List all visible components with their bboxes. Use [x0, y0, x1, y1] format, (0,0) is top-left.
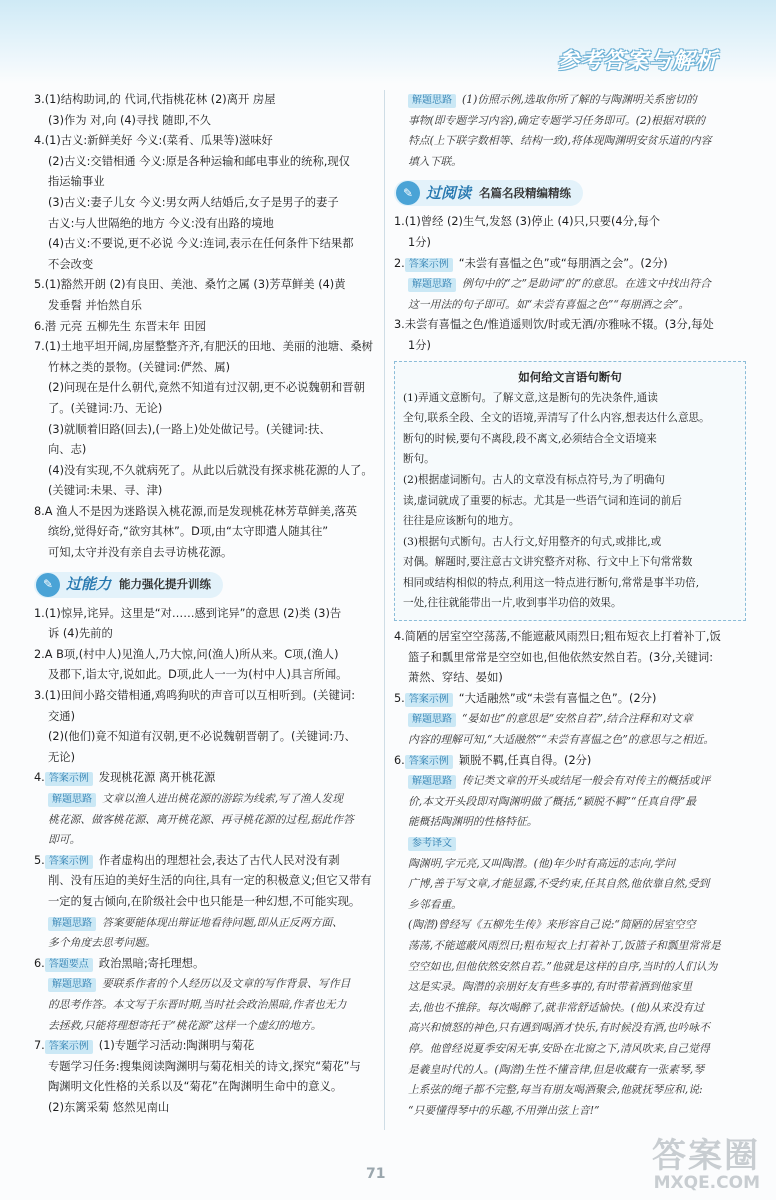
explanation-line: (陶潜)曾经写《五柳先生传》来形容自己说:“简陋的居室空空: [408, 918, 696, 932]
text-line-indented: (4)没有实现,不久就病死了。从此以后就没有探求桃花源的人了。: [48, 463, 373, 477]
text-line-indented: 诉 (4)先前的: [48, 627, 113, 641]
answer-tag: 解题思路: [48, 917, 96, 931]
explanation-line: 能概括陶渊明的性格特征。: [408, 815, 538, 829]
tagged-text: 例句中的“之”是助词“的”的意思。在选文中找出符合: [462, 277, 711, 291]
tagged-line: [34, 768, 374, 789]
text-line-indented: 发垂髫 并怡然自乐: [48, 298, 142, 312]
watermark-text: 答案圈: [652, 1136, 760, 1176]
explanation-line: 停。他曾经说夏季安闲无事,安卧在北窗之下,清风吹来,自己觉得: [408, 1041, 710, 1055]
answer-tag: 答案示例: [405, 755, 453, 769]
answer-tag: 解题思路: [48, 978, 96, 992]
tip-box-line: (1)弄通文意断句。了解文意,这是断句的先决条件,通读: [403, 391, 658, 404]
tip-box-line: 断句。: [403, 453, 435, 466]
tagged-line: [394, 254, 746, 275]
answer-tag: 答题要点: [45, 958, 93, 972]
pencil-icon: ✎: [36, 573, 60, 597]
explanation-line: 事物(即专题学习内容),确定专题学习任务即可。(2)根据对联的: [408, 113, 706, 127]
answer-tag: 答案示例: [45, 1040, 93, 1054]
text-line-indented: 古义:与人世隔绝的地方 今义:没有出路的境地: [48, 216, 274, 230]
text-line-indented: (2)古义:交错相通 今义:原是各种运输和邮电事业的统称,现仅: [48, 154, 350, 168]
text-line-indented: 萧然、穿结、晏如): [408, 671, 503, 685]
text-line: 6.潜 元亮 五柳先生 东晋末年 田园: [34, 319, 207, 333]
tagged-text: 文章以渔人进出桃花源的游踪为线索,写了渔人发现: [102, 792, 343, 805]
tip-box-line: 相同或结构相似的特点,利用这一特点进行断句,常常是事半功倍,: [403, 576, 700, 589]
text-line-indented: (2)问现在是什么朝代,竟然不知道有过汉朝,更不必说魏朝和晋朝: [48, 381, 365, 395]
question-number: 5.: [394, 691, 405, 705]
tip-box-line: (3)根据句式断句。古人行文,好用整齐的句式,或排比,或: [403, 535, 662, 548]
text-line-indented: 陶渊明文化性格的关系以及“菊花”在陶渊明生命中的意义。: [48, 1080, 343, 1094]
text-line-indented: (2)东篱采菊 悠然见南山: [48, 1100, 170, 1114]
text-line-indented: (3)作为 对,向 (4)寻找 随即,不久: [48, 113, 211, 127]
explanation-line: 桃花源、做客桃花源、离开桃花源、再寻桃花源的过程,据此作答: [48, 812, 354, 826]
section-title: 过能力: [66, 575, 112, 594]
text-line-indented: 不会改变: [48, 257, 94, 271]
section-badge: [394, 180, 583, 206]
pencil-icon: ✎: [396, 181, 420, 205]
text-line-indented: 1分): [408, 338, 431, 352]
answer-tag: 解题思路: [408, 775, 456, 789]
watermark-url: MXQE.COM: [653, 1173, 760, 1193]
question-number: 2.: [394, 256, 405, 270]
text-line-indented: 可知,太守并没有亲自去寻访桃花源。: [48, 546, 233, 560]
explanation-line: 乡邻看重。: [408, 897, 462, 911]
tagged-text: 传记类文章的开头或结尾一般会有对传主的概括或评: [462, 774, 711, 788]
tagged-text: 政治黑暗;寄托理想。: [98, 956, 205, 970]
text-line-indented: 削、没有压迫的美好生活的向往,具有一定的积极意义;但它又带有: [48, 874, 372, 888]
answer-tag: 解题思路: [408, 278, 456, 292]
tip-box-line: 读,虚词就成了重要的标志。尤其是一些语气词和连词的前后: [403, 494, 682, 507]
tagged-line: [34, 913, 374, 934]
text-line-indented: 专题学习任务:搜集阅读陶渊明与菊花相关的诗文,探究“菊花”与: [48, 1059, 361, 1073]
tip-box-line: 一处,往往就能带出一片,收到事半功倍的效果。: [403, 597, 622, 610]
tagged-line: [34, 789, 374, 810]
column-divider: [384, 90, 385, 1130]
left-column: [34, 90, 374, 1119]
text-line-indented: 1分): [408, 235, 431, 249]
right-column: [394, 90, 746, 1121]
explanation-line: 是羲皇时代的人。(陶潜)生性不懂音律,但是收藏有一张素琴,琴: [408, 1062, 705, 1076]
tagged-text: (1)专题学习活动:陶渊明与菊花: [98, 1039, 255, 1053]
text-line: 8.A 渔人不是因为迷路误入桃花源,而是发现桃花林芳草鲜美,落英: [34, 504, 358, 518]
tagged-line: [34, 974, 374, 995]
text-line: 4.简陋的居室空空荡荡,不能遮蔽风雨烈日;粗布短衣上打着补丁,饭: [394, 630, 721, 644]
text-line-indented: (3)古义:妻子儿女 今义:男女两人结婚后,女子是男子的妻子: [48, 195, 339, 209]
tagged-text: 要联系作者的个人经历以及文章的写作背景、写作目: [102, 977, 351, 991]
section-badge: [34, 572, 223, 598]
text-line: 3.(1)田间小路交错相通,鸡鸣狗吠的声音可以互相听到。(关键词:: [34, 689, 356, 703]
text-line: 5.(1)豁然开朗 (2)有良田、美池、桑竹之属 (3)芳草鲜美 (4)黄: [34, 278, 346, 292]
tagged-line: [394, 709, 746, 730]
tagged-line: [394, 689, 746, 710]
explanation-line: “只要懂得琴中的乐趣,不用弹出弦上音!”: [408, 1103, 600, 1117]
tagged-line: [394, 90, 746, 111]
text-line-indented: 及郡下,诣太守,说如此。D项,此人一一为(村中人)具言所闻。: [48, 668, 348, 682]
explanation-line: 填入下联。: [408, 154, 462, 168]
text-line: 1.(1)惊异,诧异。这里是“对……感到诧异”的意思 (2)类 (3)告: [34, 606, 342, 620]
explanation-line: 的思考作答。本文写于东晋时期,当时社会政治黑暗,作者也无力: [48, 997, 347, 1011]
explanation-line: 特点(上下联字数相等、结构一致),将体现陶渊明安贫乐道的内容: [408, 134, 712, 148]
explanation-line: 这一用法的句子即可。如“未尝有喜愠之色”“每朋酒之会”。: [408, 297, 690, 311]
tagged-line: [394, 771, 746, 792]
tagged-text: “晏如也”的意思是“安然自若”,结合注释和对文章: [462, 712, 693, 726]
question-number: 4.: [34, 771, 45, 785]
text-line-indented: (3)就顺着旧路(回去),(一路上)处处做记号。(关键词:扶、: [48, 422, 331, 436]
tagged-text: “未尝有喜愠之色”或“每朋酒之会”。(2分): [458, 256, 668, 270]
explanation-line: 广博,善于写文章,才能显露,不受约束,任其自然,他依靠自然,受到: [408, 877, 710, 891]
text-line-indented: 交通): [48, 709, 76, 723]
tip-box-line: 对偶。解题时,要注意古文讲究整齐对称、行文中上下句常常数: [403, 556, 693, 569]
text-line-indented: 无论): [48, 750, 76, 764]
section-header: [394, 178, 746, 208]
answer-tag: 答案示例: [45, 772, 93, 786]
text-line: 3.未尝有喜愠之色/惟逍遥则饮/时或无酒/亦雅咏不辍。(3分,每处: [394, 318, 714, 332]
tagged-line: [34, 1036, 374, 1057]
tag-line: [394, 833, 746, 854]
explanation-line: 高兴和愤怒的神色,只有遇到喝酒才快乐,有时候没有酒,也吟咏不: [408, 1021, 710, 1035]
section-subtitle: 能力强化提升训练: [119, 577, 212, 592]
explanation-line: 内容的理解可知,“大适融然”“未尝有喜愠之色”的意思与之相近。: [408, 733, 715, 747]
text-line-indented: 了。(关键词:乃、无论): [48, 401, 163, 415]
text-line: 7.(1)土地平坦开阔,房屋整整齐齐,有肥沃的田地、美丽的池塘、桑树: [34, 340, 373, 354]
explanation-line: 陶渊明,字元亮,又叫陶潜。(他)年少时有高远的志向,学问: [408, 856, 676, 870]
section-subtitle: 名篇名段精编精练: [479, 186, 572, 201]
page-number: 71: [366, 1166, 386, 1182]
text-line: 3.(1)结构助词,的 代词,代指桃花林 (2)离开 房屋: [34, 93, 276, 106]
tagged-line: [34, 851, 374, 872]
text-line: 1.(1)曾经 (2)生气,发怒 (3)停止 (4)只,只要(4分,每个: [394, 215, 661, 229]
answer-tag: 参考译文: [408, 837, 456, 851]
tagged-text: “大适融然”或“未尝有喜愠之色”。(2分): [458, 691, 657, 705]
text-line-indented: (2)(他们)竟不知道有汉朝,更不必说魏朝晋朝了。(关键词:乃、: [48, 730, 356, 744]
text-line: 2.A B项,(村中人)见渔人,乃大惊,问(渔人)所从来。C项,(渔人): [34, 647, 339, 661]
tip-box: [394, 361, 746, 622]
watermark-logo: [652, 1138, 760, 1192]
tagged-line: [394, 751, 746, 772]
text-line-indented: 篮子和瓢里常常是空空如也,但他依然安然自若。(3分,关键词:: [408, 650, 714, 664]
tip-box-title: 如何给文言语句断句: [518, 369, 622, 384]
explanation-line: 即可。: [48, 833, 81, 847]
tagged-text: (1)仿照示例,选取你所了解的与陶渊明关系密切的: [462, 93, 697, 106]
text-line-indented: 一定的复古倾向,在阶级社会中也只能是一种幻想,不可能实现。: [48, 894, 361, 908]
answer-tag: 解题思路: [48, 793, 96, 807]
explanation-line: 去拯救,只能将理想寄托于“桃花源”这样一个虚幻的地方。: [48, 1018, 322, 1032]
answer-tag: 解题思路: [408, 94, 456, 108]
explanation-line: 荡荡,不能遮蔽风雨烈日;粗布短衣上打着补丁,饭篮子和瓢里常常是: [408, 938, 721, 952]
tip-box-line: 全句,联系全段、全文的语境,弄清写了什么内容,想表达什么意思。: [403, 412, 710, 425]
explanation-line: 多个角度去思考问题。: [48, 936, 156, 950]
text-line-indented: 缤纷,觉得好奇,“欲穷其林”。D项,由“太守即遣人随其往”: [48, 525, 329, 539]
section-title: 过阅读: [426, 184, 472, 203]
answer-tag: 答案示例: [45, 855, 93, 869]
answer-tag: 答案示例: [405, 693, 453, 707]
tagged-line: [394, 274, 746, 295]
explanation-line: 价,本文开头段即对陶渊明做了概括,“颖脱不羁”“任真自得”最: [408, 794, 697, 808]
explanation-line: 这是实录。陶潜的亲朋好友有些多事的,有时带着酒到他家里: [408, 980, 693, 994]
tip-box-line: (2)根据虚词断句。古人的文章没有标点符号,为了明确句: [403, 473, 666, 486]
explanation-line: 空空如也,但他依然安然自若。”他就是这样的自序,当时的人们认为: [408, 959, 718, 973]
tip-box-line: 往往是应该断句的地方。: [403, 515, 520, 528]
text-line-indented: (关键词:未果、寻、津): [48, 484, 163, 498]
answer-tag: 解题思路: [408, 713, 456, 727]
tagged-text: 答案要能体现出辩证地看待问题,即从正反两方面、: [102, 915, 343, 929]
explanation-line: 上系弦的绳子都不完整,每当有朋友喝酒聚会,他就抚琴应和,说:: [408, 1083, 703, 1097]
text-line-indented: 竹林之类的景物。(关键词:俨然、属): [48, 360, 231, 374]
tip-box-line: 断句的时候,要句不离段,段不离文,必须结合全文语境来: [403, 432, 657, 445]
text-line-indented: 指运输事业: [48, 175, 105, 189]
tagged-line: [34, 954, 374, 975]
text-line-indented: (4)古义:不要说,更不必说 今义:连词,表示在任何条件下结果都: [48, 237, 354, 251]
question-number: 5.: [34, 853, 45, 867]
tagged-text: 颖脱不羁,任真自得。(2分): [458, 753, 592, 767]
question-number: 6.: [394, 753, 405, 767]
question-number: 6.: [34, 956, 45, 970]
section-header: [34, 570, 374, 600]
text-line: 4.(1)古义:新鲜美好 今义:(菜肴、瓜果等)滋味好: [34, 134, 273, 148]
text-line-indented: 向、志): [48, 443, 87, 457]
answer-tag: 答案示例: [405, 258, 453, 272]
tagged-text: 发现桃花源 离开桃花源: [98, 771, 216, 785]
tagged-text: 作者虚构出的理想社会,表达了古代人民对没有剥: [98, 853, 340, 867]
explanation-line: 去,他也不推辞。每次喝醉了,就非常舒适愉快。(他)从来没有过: [408, 1000, 705, 1014]
question-number: 7.: [34, 1039, 45, 1053]
page-header-title: 参考答案与解析: [556, 49, 718, 74]
